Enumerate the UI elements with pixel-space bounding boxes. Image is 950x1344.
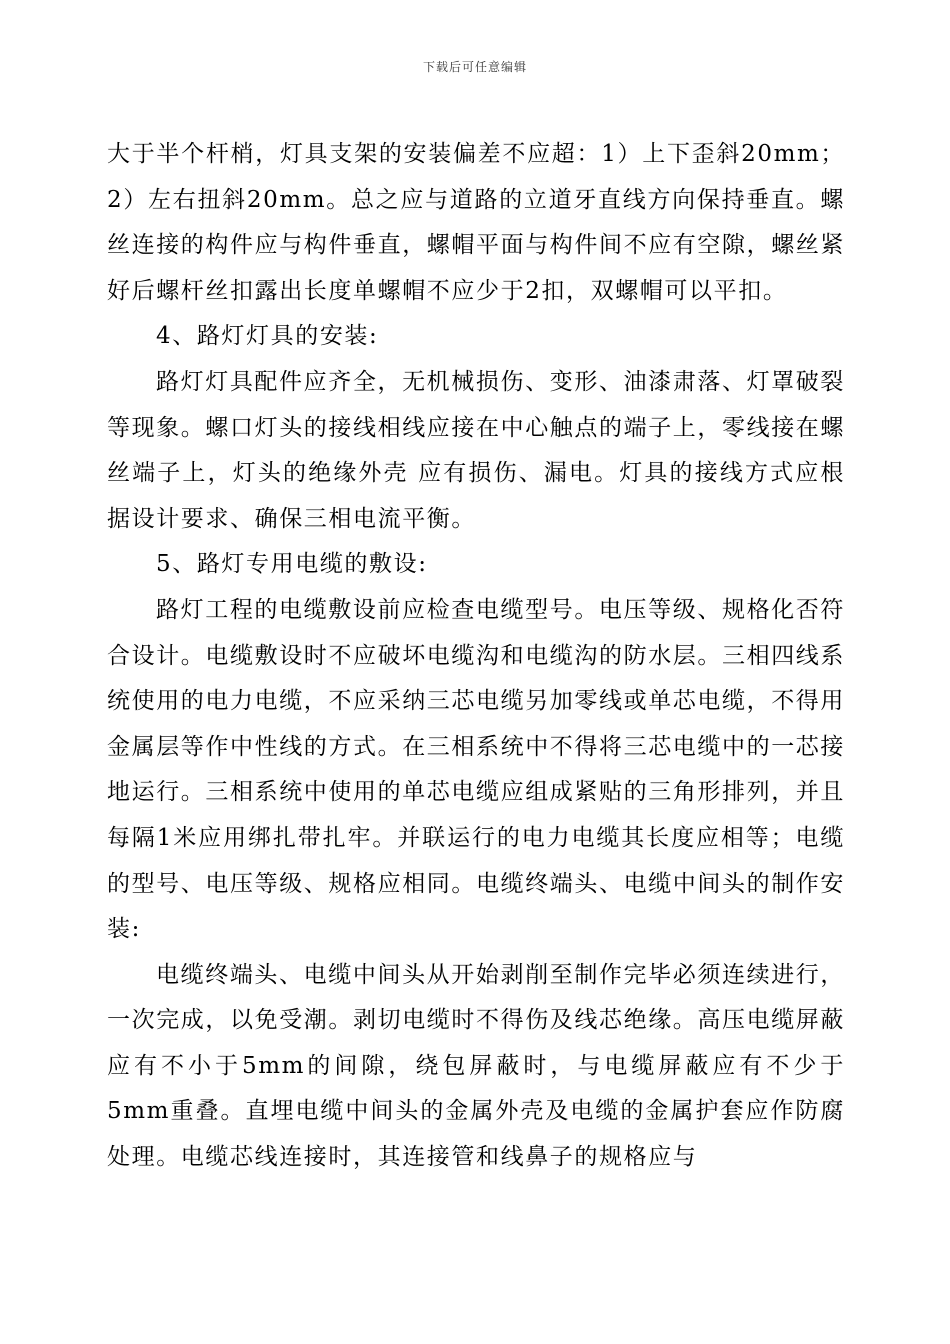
paragraph-cable-termination: 电缆终端头、电缆中间头从开始剥削至制作完毕必须连续进行，一次完成，以免受潮。剥切电缆时不得伤及线芯绝缘。高压电缆屏蔽应有不小于5mm的间隙，绕包屏蔽时，与电缆屏蔽应有不少于5mm重叠。直埋电缆中间头的金属外壳及电缆的金属护套应作防腐处理。电缆芯线连接时，其连接管和线鼻子的规格应与 — [107, 961, 845, 1171]
document-body — [107, 132, 845, 1181]
paragraph-continuation: 大于半个杆梢，灯具支架的安装偏差不应超：1）上下歪斜20mm；2）左右扭斜20mm。总之应与道路的立道牙直线方向保持垂直。螺丝连接的构件应与构件垂直，螺帽平面与构件间不应有空隙，螺丝紧好后螺杆丝扣露出长度单螺帽不应少于2扣，双螺帽可以平扣。 — [107, 141, 845, 304]
section-heading-lamp-installation: 4、路灯灯具的安装: — [156, 323, 379, 350]
section-heading-cable-laying: 5、路灯专用电缆的敷设: — [156, 551, 428, 578]
page-header: 下载后可任意编辑 — [422, 60, 527, 74]
paragraph-lamp-installation: 路灯灯具配件应齐全，无机械损伤、变形、油漆肃落、灯罩破裂等现象。螺口灯头的接线相线应接在中心触点的端子上，零线接在螺丝端子上，灯头的绝缘外壳 应有损伤、漏电。灯具的接线方式应根据设计要求、确保三相电流平衡。 — [107, 368, 845, 532]
paragraph-cable-laying: 路灯工程的电缆敷设前应检查电缆型号。电压等级、规格化否符合设计。电缆敷设时不应破坏电缆沟和电缆沟的防水层。三相四线系统使用的电力电缆，不应采纳三芯电缆另加零线或单芯电缆，不得用金属层等作中性线的方式。在三相系统中不得将三芯电缆中的一芯接地运行。三相系统中使用的单芯电缆应组成紧贴的三角形排列，并且每隔1米应用绑扎带扎牢。并联运行的电力电缆其长度应相等；电缆的型号、电压等级、规格应相同。电缆终端头、电缆中间头的制作安装: — [107, 596, 845, 943]
